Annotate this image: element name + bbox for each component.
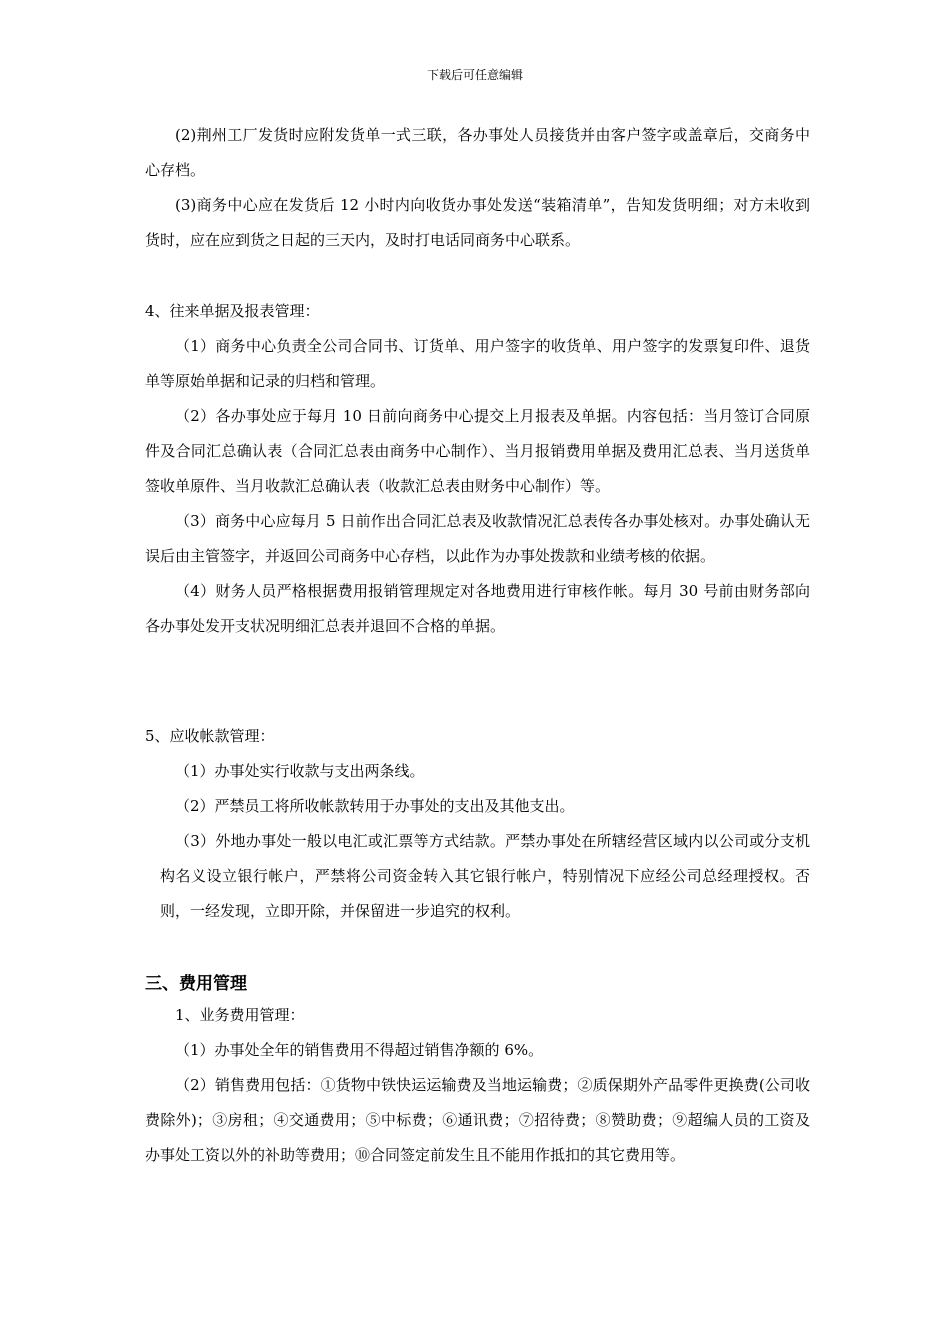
section-expense-heading: 三、费用管理 bbox=[145, 974, 247, 994]
section-4-title: 4、往来单据及报表管理： bbox=[145, 302, 320, 320]
section-4-item-4: （4）财务人员严格根据费用报销管理规定对各地费用进行审核作帐。每月 30 号前由财务部向各办事处发开支状况明细汇总表并退回不合格的单据。 bbox=[145, 582, 810, 635]
section-expense-body bbox=[145, 998, 810, 1173]
section-4 bbox=[145, 294, 810, 644]
section-4-item-3: （3）商务中心应每月 5 日前作出合同汇总表及收款情况汇总表传各办事处核对。办事处确认无误后由主管签字，并返回公司商务中心存档，以此作为办事处拨款和业绩考核的依据。 bbox=[145, 512, 810, 565]
section-5 bbox=[145, 719, 810, 929]
shipping-section bbox=[145, 118, 810, 258]
section-5-item-3: （3）外地办事处一般以电汇或汇票等方式结款。严禁办事处在所辖经营区域内以公司或分支机构名义设立银行帐户，严禁将公司资金转入其它银行帐户，特别情况下应经公司总经理授权。否则，一经发现，立即开除，并保留进一步追究的权利。 bbox=[160, 832, 810, 920]
section-5-item-1: （1）办事处实行收款与支出两条线。 bbox=[175, 762, 425, 780]
expense-subtitle-1: 1、业务费用管理： bbox=[175, 1006, 305, 1024]
paragraph-shipping-2: (2)荆州工厂发货时应附发货单一式三联，各办事处人员接货并由客户签字或盖章后，交商务中心存档。 bbox=[145, 126, 810, 179]
section-expense bbox=[145, 972, 810, 996]
expense-item-1: （1）办事处全年的销售费用不得超过销售净额的 6%。 bbox=[175, 1041, 544, 1059]
expense-item-2: （2）销售费用包括：①货物中铁快运运输费及当地运输费；②质保期外产品零件更换费(公司收费除外)；③房租；④交通费用；⑤中标费；⑥通讯费；⑦招待费；⑧赞助费；⑨超编人员的工资及办事处工资以外的补助等费用；⑩合同签定前发生且不能用作抵扣的其它费用等。 bbox=[145, 1076, 810, 1164]
paragraph-shipping-3: (3)商务中心应在发货后 12 小时内向收货办事处发送“装箱清单”，告知发货明细；对方未收到货时，应在应到货之日起的三天内，及时打电话同商务中心联系。 bbox=[145, 196, 810, 249]
section-5-title: 5、应收帐款管理： bbox=[145, 727, 275, 745]
page-header: 下载后可任意编辑 bbox=[426, 68, 523, 82]
section-4-item-1: （1）商务中心负责全公司合同书、订货单、用户签字的收货单、用户签字的发票复印件、退货单等原始单据和记录的归档和管理。 bbox=[145, 337, 810, 390]
section-5-item-2: （2）严禁员工将所收帐款转用于办事处的支出及其他支出。 bbox=[175, 797, 575, 815]
section-4-item-2: （2）各办事处应于每月 10 日前向商务中心提交上月报表及单据。内容包括：当月签订合同原件及合同汇总确认表（合同汇总表由商务中心制作）、当月报销费用单据及费用汇总表、当月送货单签收单原件、当月收款汇总确认表（收款汇总表由财务中心制作）等。 bbox=[145, 407, 810, 495]
